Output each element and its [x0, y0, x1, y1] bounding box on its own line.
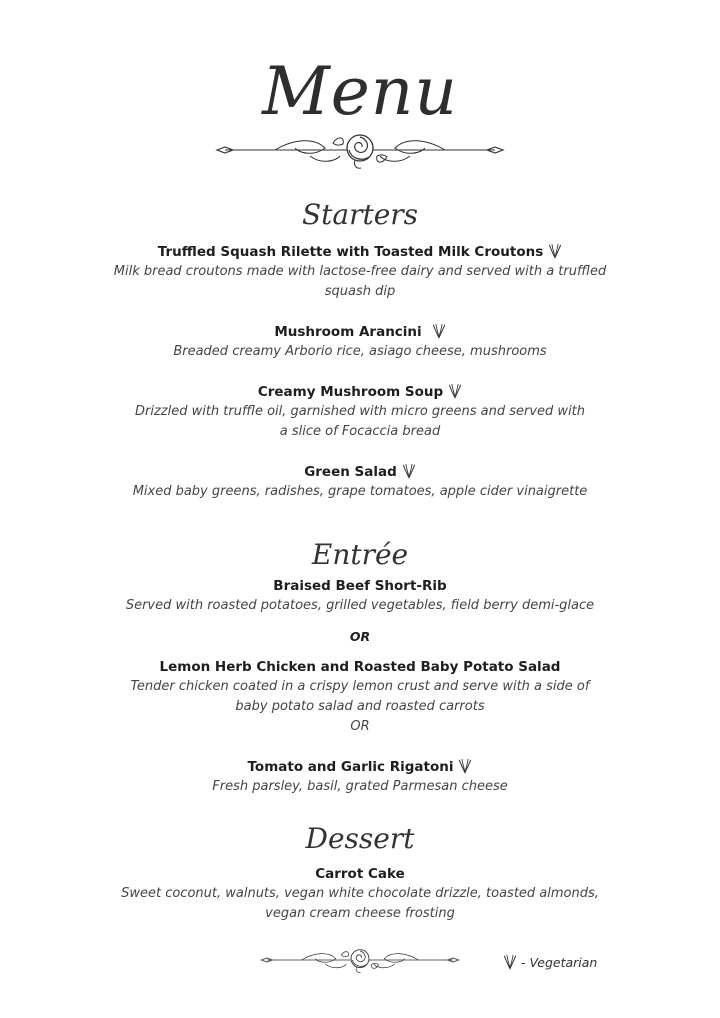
menu-item-desc: Sweet coconut, walnuts, vegan white chocolate drizzle, toasted almonds, — [121, 886, 599, 901]
menu-item-desc: squash dip — [324, 284, 396, 299]
menu-item-desc: Milk bread croutons made with lactose-free dairy and served with a truffled — [113, 264, 607, 279]
menu-item-desc: Drizzled with truffle oil, garnished with micro greens and served with — [134, 404, 586, 419]
menu-item-name: Lemon Herb Chicken and Roasted Baby Potato Salad — [159, 659, 561, 675]
vegetarian-icon — [448, 383, 462, 399]
menu-item-desc: Tender chicken coated in a crispy lemon crust and serve with a side of — [130, 679, 590, 694]
menu-item-name: Mushroom Arancini — [0, 322, 720, 342]
menu-item-name: Braised Beef Short-Rib — [273, 578, 447, 594]
vegetarian-icon — [432, 323, 446, 339]
menu-item-desc: Breaded creamy Arborio rice, asiago cheese, mushrooms — [173, 344, 547, 359]
or-separator-plain: OR — [350, 719, 370, 734]
vegetarian-icon — [458, 758, 472, 774]
menu-item-name: Carrot Cake — [315, 866, 405, 882]
menu-item-desc: Served with roasted potatoes, grilled vegetables, field berry demi-glace — [125, 598, 595, 613]
or-separator: OR — [349, 629, 371, 644]
vegetarian-icon — [402, 463, 416, 479]
menu-item-name: Creamy Mushroom Soup — [0, 382, 720, 402]
vegetarian-icon — [503, 954, 517, 970]
menu-item-name: Truffled Squash Rilette with Toasted Milk Croutons — [0, 242, 720, 262]
entree-heading: Entrée — [311, 538, 409, 571]
menu-item-desc: Mixed baby greens, radishes, grape tomatoes, apple cider vinaigrette — [132, 484, 588, 499]
menu-item-desc: a slice of Focaccia bread — [279, 424, 441, 439]
rose-ornament-top-icon — [215, 130, 505, 170]
menu-title: Menu — [262, 53, 458, 130]
vegetarian-legend: - Vegetarian — [503, 953, 597, 973]
menu-item-name: Tomato and Garlic Rigatoni — [0, 757, 720, 777]
vegetarian-icon — [548, 243, 562, 259]
menu-item-desc: vegan cream cheese frosting — [265, 906, 455, 921]
menu-item-name: Green Salad — [0, 462, 720, 482]
starters-heading: Starters — [301, 198, 419, 231]
rose-ornament-bottom-icon — [260, 943, 460, 977]
dessert-heading: Dessert — [305, 822, 415, 855]
menu-item-desc: baby potato salad and roasted carrots — [235, 699, 485, 714]
menu-item-desc: Fresh parsley, basil, grated Parmesan cheese — [212, 779, 508, 794]
